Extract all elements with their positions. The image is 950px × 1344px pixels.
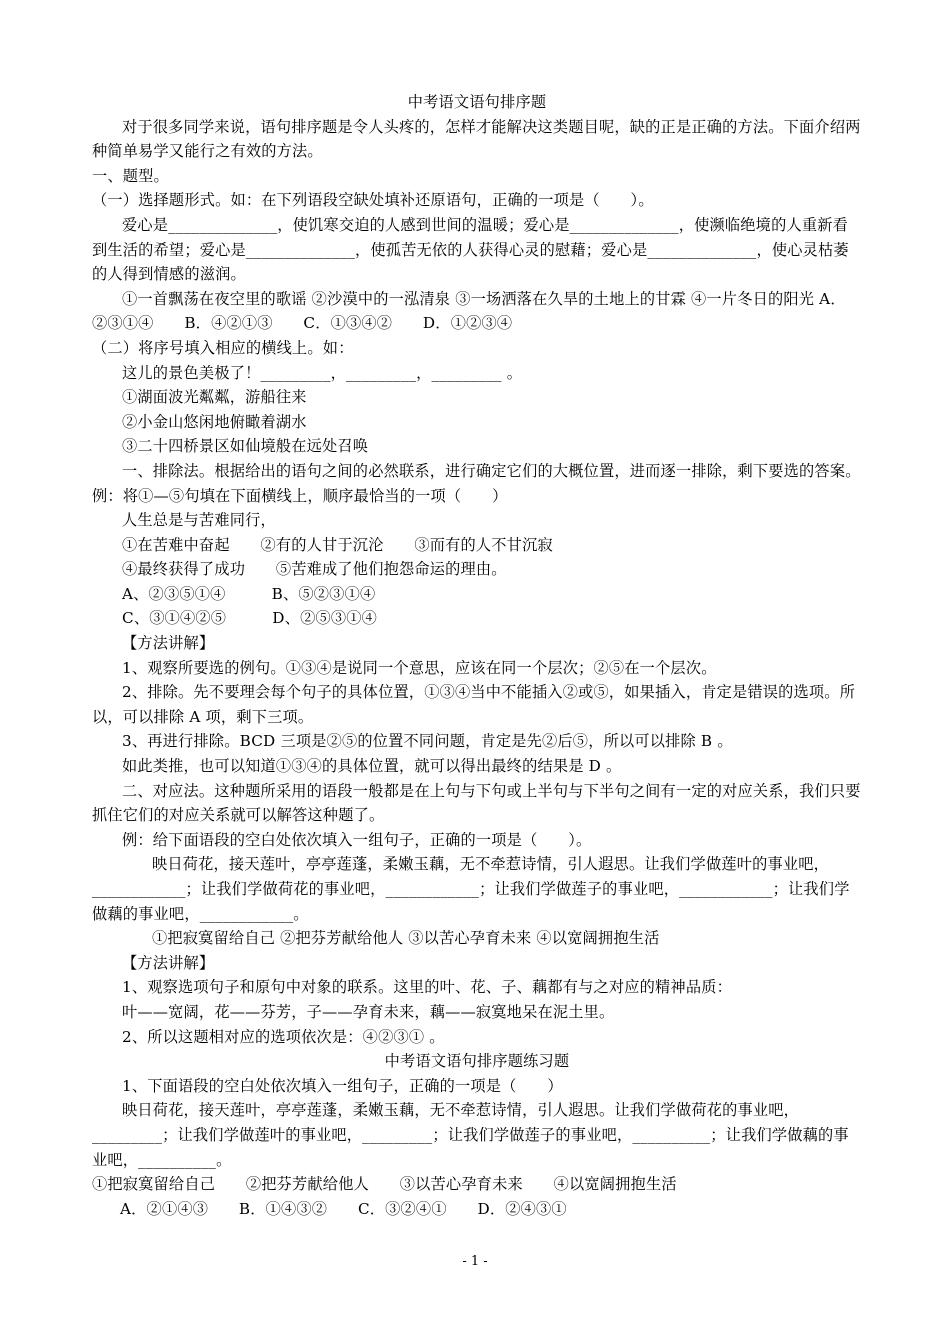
text-line: 1、观察选项句子和原句中对象的联系。这里的叶、花、子、藕都有与之对应的精神品质：: [122, 978, 732, 997]
text-line: ①把寂寞留给自己 ②把芬芳献给他人 ③以苦心孕育未来 ④以宽阔拥抱生活: [152, 929, 660, 948]
text-line: 二、对应法。这种题所采用的语段一般都是在上句与下句或上半句与下半句之间有一定的对应关系，我们只要抓住它们的对应关系就可以解答这种题了。: [92, 781, 861, 825]
text-line: 1、观察所要选的例句。①③④是说同一个意思，应该在同一个层次；②⑤在一个层次。: [122, 658, 717, 677]
text-line: ②小金山悠闲地俯瞰着湖水: [122, 412, 307, 431]
text-line: 3、再进行排除。BCD 三项是②⑤的位置不同问题，肯定是先②后⑤，所以可以排除 B 。: [122, 732, 733, 751]
text-line: ③二十四桥景区如仙境般在远处召唤: [122, 437, 369, 456]
text-line: （一）选择题形式。如：在下列语段空缺处填补还原语句，正确的一项是（ ）。: [92, 191, 654, 210]
text-line: ④最终获得了成功 ⑤苦难成了他们抱怨命运的理由。: [122, 560, 507, 579]
section-title: 中考语文语句排序题练习题: [384, 1052, 570, 1071]
text-line: A．②①④③ B．①④③② C．③②④① D．②④③①: [120, 1199, 567, 1218]
text-line: 一、排除法。根据给出的语句之间的必然联系，进行确定它们的大概位置，进而逐一排除，剩下要选的答案。例：将①—⑤句填在下面横线上，顺序最恰当的一项（ ）: [92, 461, 861, 505]
text-line: 【方法讲解】: [122, 953, 215, 972]
text-line: 这儿的景色美极了！_________，_________，_________ 。: [122, 363, 523, 382]
document-body: [92, 90, 862, 1221]
text-line: 例：给下面语段的空白处依次填入一组句子，正确的一项是（ ）。: [122, 830, 592, 849]
text-line: 映日荷花，接天莲叶，亭亭莲蓬，柔嫩玉藕，无不牵惹诗情，引人遐思。让我们学做莲叶的事业吧，____________；让我们学做荷花的事业吧，____________；让我们学做莲子的事业吧，____________；让我们学做藕的事业吧，____________。: [92, 855, 850, 923]
text-line: 人生总是与苦难同行，: [122, 511, 276, 530]
text-line: ①在苦难中奋起 ②有的人甘于沉沦 ③而有的人不甘沉寂: [122, 535, 553, 554]
text-line: 爱心是______________，使饥寒交迫的人感到世间的温暖；爱心是______________，使濒临绝境的人重新看到生活的希望；爱心是______________，使孤苦无依的人获得心灵的慰藉；爱心是______________，使心灵枯萎的人得到情感的滋润。: [92, 215, 849, 284]
text-line: ①一首飘荡在夜空里的歌谣 ②沙漠中的一泓清泉 ③一场洒落在久旱的土地上的甘霖 ④一片冬日的阳光 A．②③①④ B．④②①③ C．①③④② D．①②③④: [92, 289, 846, 333]
page-number: - 1 -: [462, 1254, 488, 1269]
text-line: 【方法讲解】: [122, 634, 215, 653]
text-line: ①湖面波光粼粼，游船往来: [122, 388, 307, 407]
text-line: 1、下面语段的空白处依次填入一组句子，正确的一项是（ ）: [122, 1076, 563, 1095]
text-line: A、②③⑤①④ B、⑤②③①④: [122, 584, 376, 603]
text-line: 2、所以这题相对应的选项依次是：④②③① 。: [122, 1027, 445, 1046]
text-line: 一、题型。: [92, 166, 169, 185]
text-line: ①把寂寞留给自己 ②把芬芳献给他人 ③以苦心孕育未来 ④以宽阔拥抱生活: [92, 1175, 677, 1194]
text-line: C、③①④②⑤ D、②⑤③①④: [122, 609, 378, 628]
text-line: 叶——宽阔，花——芬芳，子——孕育未来，藕——寂寞地呆在泥土里。: [122, 1002, 615, 1021]
text-line: 对于很多同学来说，语句排序题是令人头疼的，怎样才能解决这类题目呢，缺的正是正确的方法。下面介绍两种简单易学又能行之有效的方法。: [92, 117, 861, 161]
text-line: （二）将序号填入相应的横线上。如：: [92, 338, 354, 357]
section-title: 中考语文语句排序题: [407, 93, 547, 111]
text-line: 映日荷花，接天莲叶，亭亭莲蓬，柔嫩玉藕，无不牵惹诗情，引人遐思。让我们学做荷花的事业吧，_________；让我们学做莲叶的事业吧，_________；让我们学做莲子的事业吧，__________；让我们学做藕的事业吧，__________。: [92, 1101, 849, 1169]
text-line: 如此类推，也可以知道①③④的具体位置，就可以得出最终的结果是 D 。: [122, 757, 622, 776]
text-line: 2、排除。先不要理会每个句子的具体位置，①③④当中不能插入②或⑤，如果插入，肯定是错误的选项。所以，可以排除 A 项，剩下三项。: [92, 683, 856, 726]
